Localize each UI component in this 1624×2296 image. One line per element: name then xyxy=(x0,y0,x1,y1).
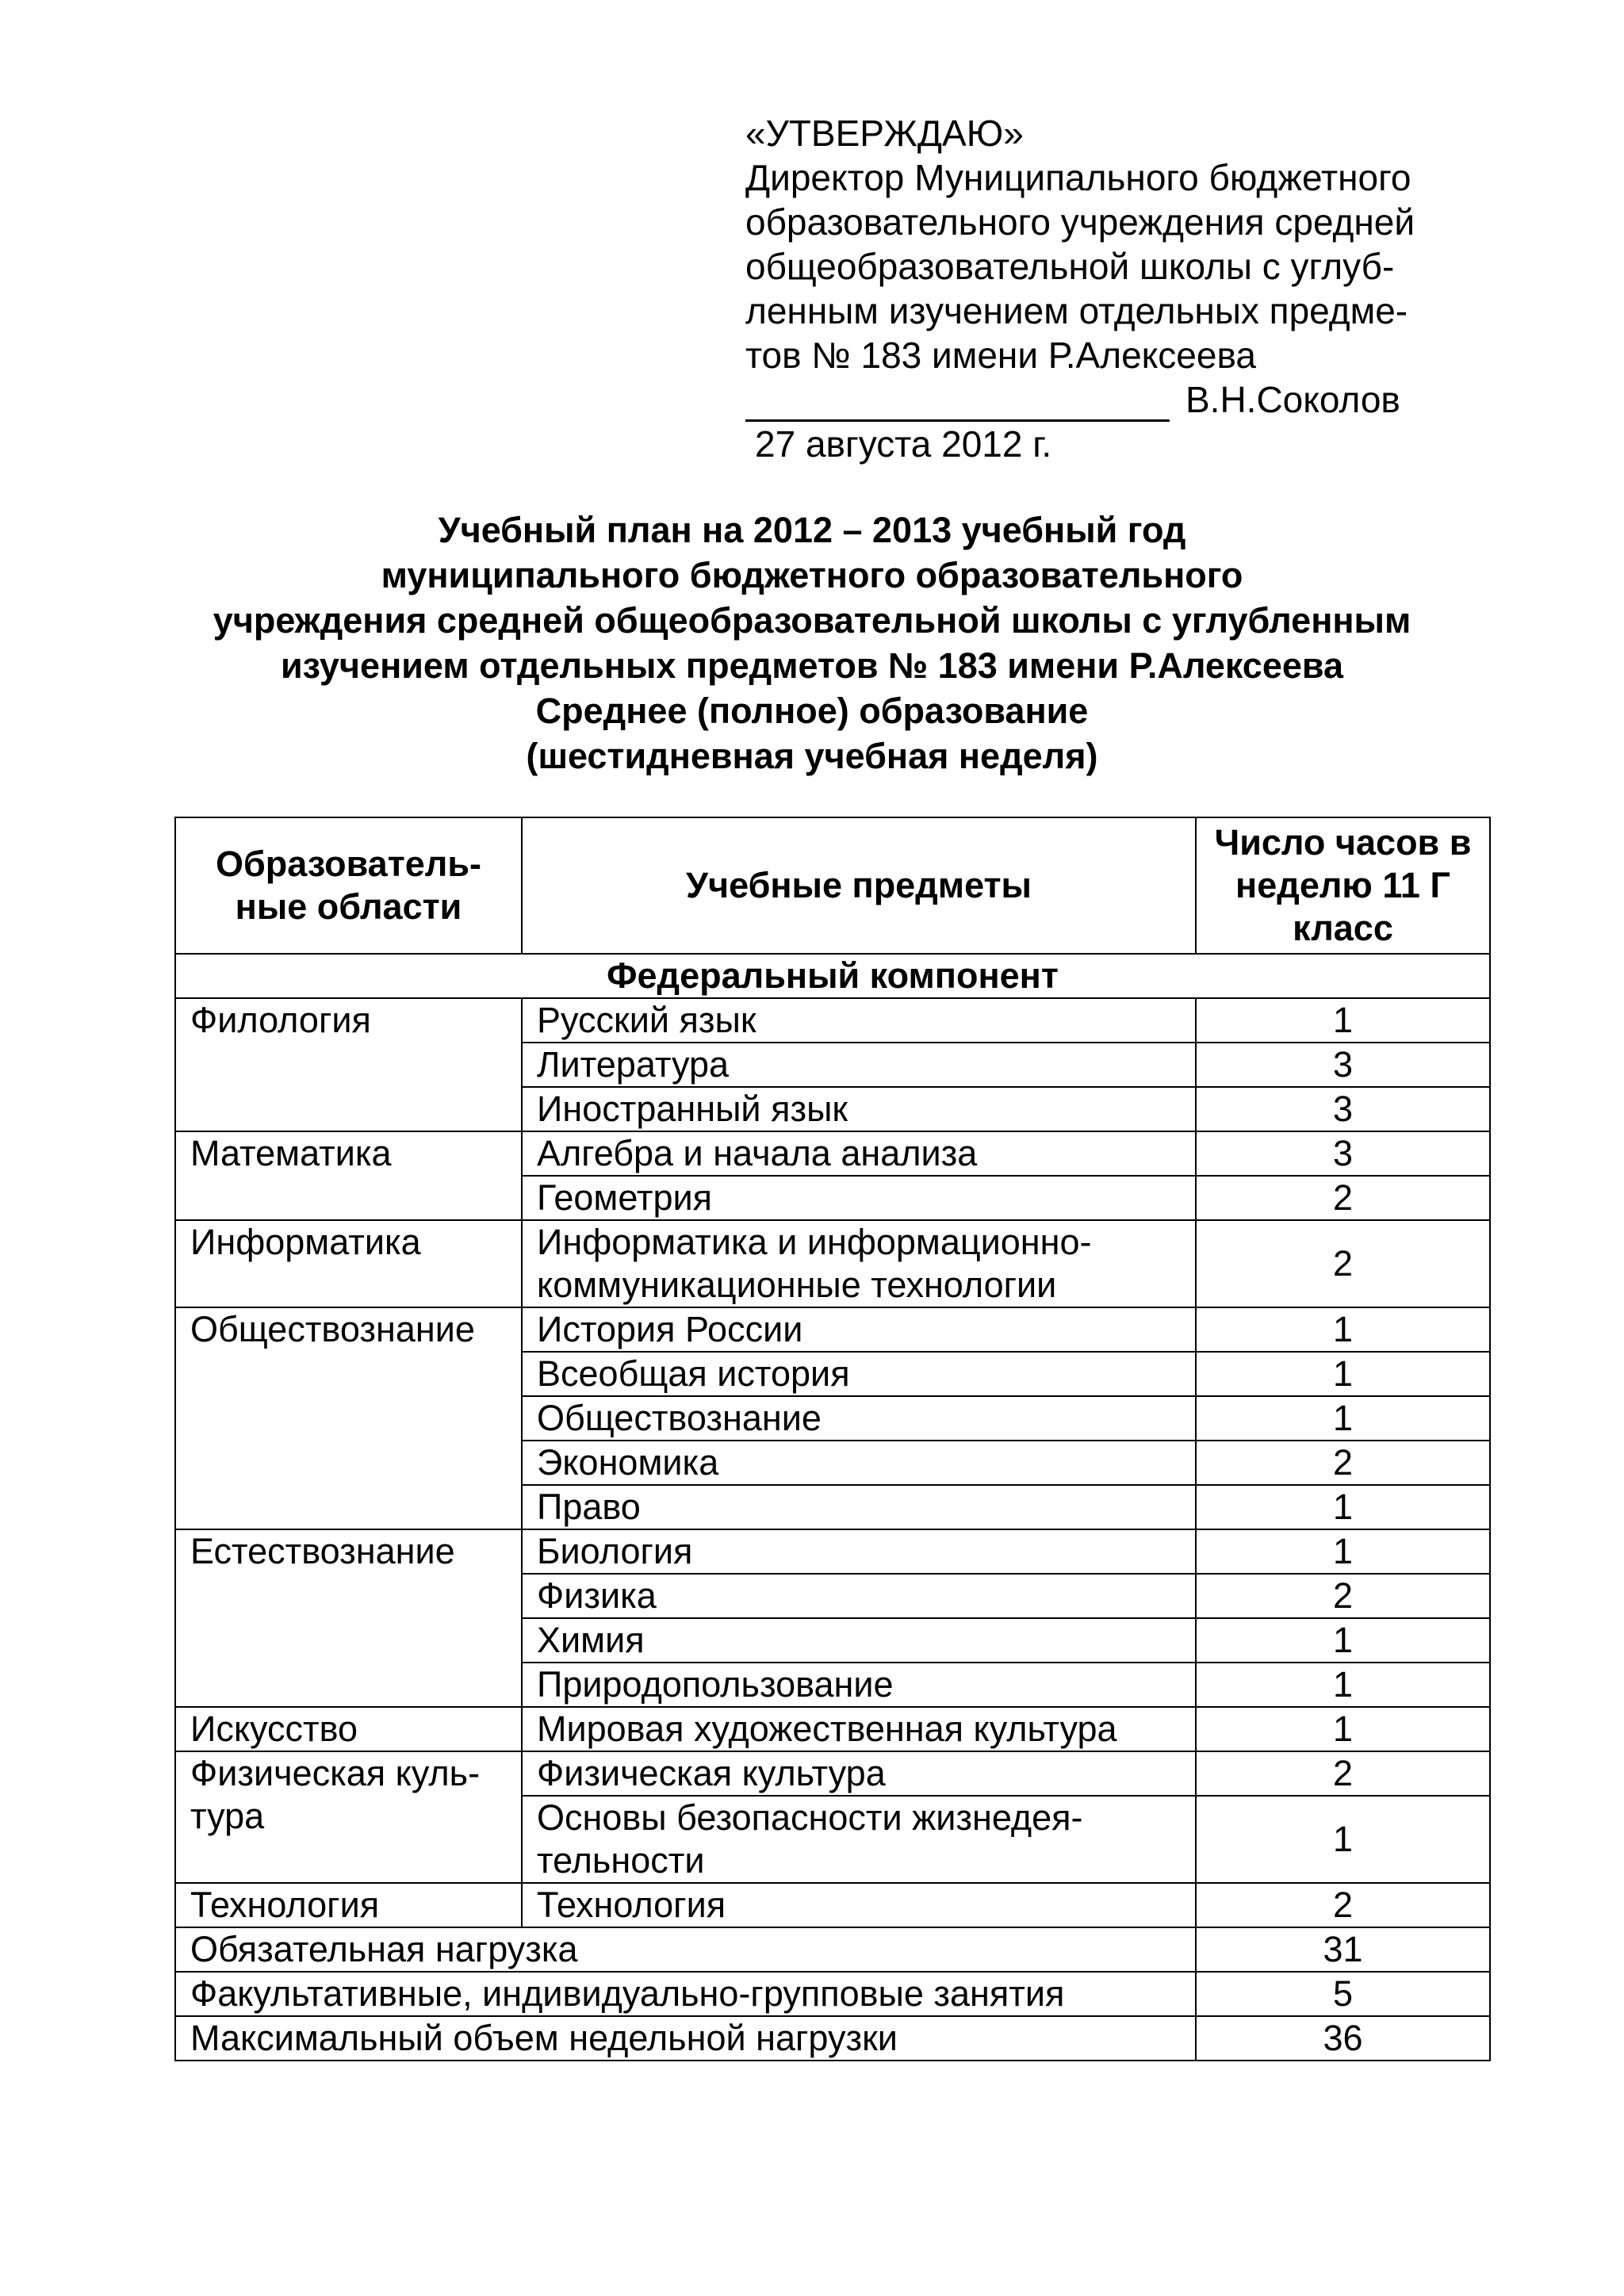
approval-block xyxy=(745,111,1475,466)
hours-cell: 1 xyxy=(1196,1307,1490,1352)
signature-blank-line xyxy=(745,385,1170,422)
subject-cell: Иностранный язык xyxy=(522,1087,1196,1131)
header-area: Образователь-ные области xyxy=(175,817,522,954)
table-header-row xyxy=(175,817,1490,954)
table-row xyxy=(175,1751,1490,1796)
total-hours: 5 xyxy=(1196,1972,1490,2016)
approval-line: Директор Муниципального бюджетного xyxy=(745,157,1411,198)
subject-cell: Геометрия xyxy=(522,1176,1196,1220)
table-row xyxy=(175,1220,1490,1307)
total-label: Обязательная нагрузка xyxy=(175,1927,1196,1972)
total-row xyxy=(175,2016,1490,2061)
subject-cell: Право xyxy=(522,1485,1196,1529)
title-line: изучением отдельных предметов № 183 имени Р.Алексеева xyxy=(280,645,1343,686)
approval-line: образовательного учреждения средней xyxy=(745,201,1415,243)
hours-cell: 1 xyxy=(1196,1707,1490,1751)
table-row xyxy=(175,1131,1490,1176)
title-line: муниципального бюджетного образовательного xyxy=(381,555,1243,595)
section-label: Федеральный компонент xyxy=(175,954,1490,998)
curriculum-table xyxy=(174,817,1491,2061)
total-hours: 36 xyxy=(1196,2016,1490,2061)
subject-cell: Физика xyxy=(522,1574,1196,1618)
document-title xyxy=(0,507,1624,779)
approval-heading: «УТВЕРЖДАЮ» xyxy=(745,113,1024,154)
hours-cell: 1 xyxy=(1196,1529,1490,1574)
subject-cell: Природопользование xyxy=(522,1663,1196,1707)
subject-cell: Физическая культура xyxy=(522,1751,1196,1796)
signer-name: В.Н.Соколов xyxy=(1185,379,1400,420)
hours-cell: 1 xyxy=(1196,1796,1490,1883)
subject-cell: Основы безопасности жизнедея-тельности xyxy=(522,1796,1196,1883)
subject-cell: Русский язык xyxy=(522,998,1196,1043)
hours-cell: 1 xyxy=(1196,1618,1490,1663)
subject-cell: Мировая художественная культура xyxy=(522,1707,1196,1751)
hours-cell: 1 xyxy=(1196,1663,1490,1707)
table-row xyxy=(175,1883,1490,1927)
area-cell: Искусство xyxy=(175,1707,522,1751)
hours-cell: 2 xyxy=(1196,1441,1490,1485)
table-row xyxy=(175,1307,1490,1352)
hours-cell: 1 xyxy=(1196,1485,1490,1529)
signature-row xyxy=(745,377,1475,422)
title-line: Учебный план на 2012 – 2013 учебный год xyxy=(438,510,1186,550)
hours-cell: 1 xyxy=(1196,1352,1490,1396)
area-cell: Информатика xyxy=(175,1220,522,1307)
hours-cell: 2 xyxy=(1196,1883,1490,1927)
subject-cell: Химия xyxy=(522,1618,1196,1663)
table-row xyxy=(175,1529,1490,1574)
total-row xyxy=(175,1927,1490,1972)
area-cell: Технология xyxy=(175,1883,522,1927)
title-line: Среднее (полное) образование xyxy=(535,691,1089,731)
section-row xyxy=(175,954,1490,998)
hours-cell: 2 xyxy=(1196,1751,1490,1796)
table-row xyxy=(175,998,1490,1043)
subject-cell: Алгебра и начала анализа xyxy=(522,1131,1196,1176)
subject-cell: Информатика и информационно-коммуникационные технологии xyxy=(522,1220,1196,1307)
area-cell: Математика xyxy=(175,1131,522,1220)
title-line: учреждения средней общеобразовательной школы с углубленным xyxy=(213,600,1411,641)
subject-cell: История России xyxy=(522,1307,1196,1352)
subject-cell: Экономика xyxy=(522,1441,1196,1485)
approval-line: ленным изучением отдельных предме- xyxy=(745,290,1408,331)
hours-cell: 3 xyxy=(1196,1043,1490,1087)
approval-line: общеобразовательной школы с углуб- xyxy=(745,246,1395,287)
hours-cell: 1 xyxy=(1196,998,1490,1043)
hours-cell: 2 xyxy=(1196,1176,1490,1220)
total-hours: 31 xyxy=(1196,1927,1490,1972)
hours-cell: 2 xyxy=(1196,1574,1490,1618)
hours-cell: 3 xyxy=(1196,1087,1490,1131)
title-line: (шестидневная учебная неделя) xyxy=(526,736,1098,776)
approval-line: тов № 183 имени Р.Алексеева xyxy=(745,335,1256,376)
area-cell: Физическая куль-тура xyxy=(175,1751,522,1883)
area-cell: Обществознание xyxy=(175,1307,522,1529)
hours-cell: 3 xyxy=(1196,1131,1490,1176)
header-hours: Число часов в неделю 11 Г класс xyxy=(1196,817,1490,954)
subject-cell: Всеобщая история xyxy=(522,1352,1196,1396)
hours-cell: 1 xyxy=(1196,1396,1490,1441)
area-cell: Естествознание xyxy=(175,1529,522,1707)
header-subject: Учебные предметы xyxy=(522,817,1196,954)
approval-date: 27 августа 2012 г. xyxy=(755,423,1052,465)
total-label: Факультативные, индивидуально-групповые занятия xyxy=(175,1972,1196,2016)
area-cell: Филология xyxy=(175,998,522,1131)
subject-cell: Биология xyxy=(522,1529,1196,1574)
subject-cell: Обществознание xyxy=(522,1396,1196,1441)
table-row xyxy=(175,1707,1490,1751)
subject-cell: Литература xyxy=(522,1043,1196,1087)
subject-cell: Технология xyxy=(522,1883,1196,1927)
total-label: Максимальный объем недельной нагрузки xyxy=(175,2016,1196,2061)
total-row xyxy=(175,1972,1490,2016)
hours-cell: 2 xyxy=(1196,1220,1490,1307)
